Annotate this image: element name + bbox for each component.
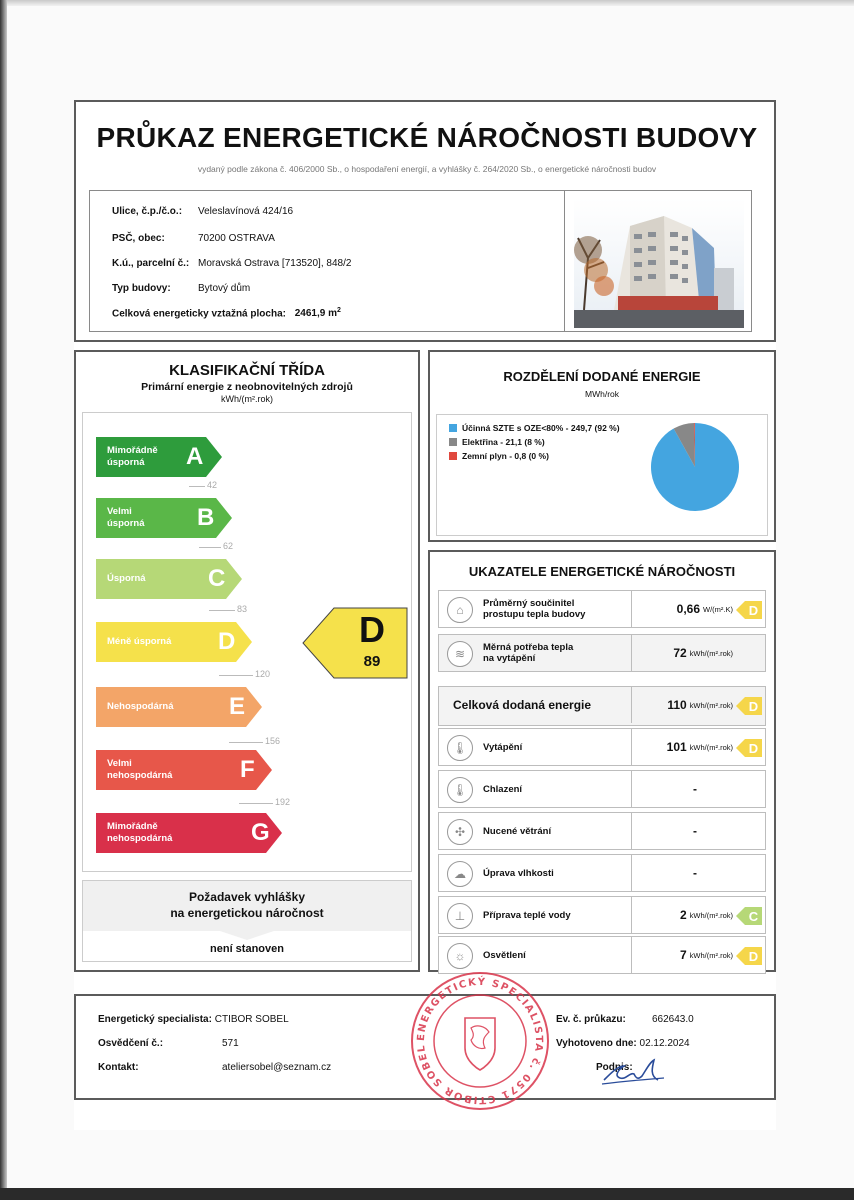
class-a-label-1: Mimořádně (107, 445, 158, 456)
indicator-number: 0,66 (676, 602, 700, 616)
indicator-name: Chlazení (483, 783, 523, 795)
specialist-stamp (405, 966, 555, 1116)
class-a-label-2: úsporná (107, 457, 145, 468)
limit-line-156 (229, 742, 263, 743)
building-photo (574, 198, 744, 328)
legend-label-szte: Účinná SZTE s OZE<80% - 249,7 (92 %) (462, 423, 620, 433)
indicator-value (635, 937, 733, 973)
class-d-letter: D (218, 628, 236, 655)
humidity-icon: ☁ (447, 861, 473, 887)
issued-value: 02.12.2024 (639, 1038, 690, 1049)
indicator-number: 110 (667, 698, 687, 712)
indicator-number: 72 (673, 646, 687, 660)
indicator-separator (631, 937, 632, 973)
hot-water-icon: ⊥ (447, 903, 473, 929)
indicator-value (635, 729, 733, 765)
indicator-unit: kWh/(m².rok) (689, 700, 733, 710)
limit-line-192 (239, 803, 273, 804)
indicator-value: - (693, 824, 697, 838)
class-b-label-1: Velmi (107, 506, 132, 517)
class-e-label-1: Nehospodárná (107, 701, 174, 712)
heating-icon: 🌡 (447, 735, 473, 761)
building-info-box (89, 190, 569, 332)
ku-row (112, 258, 352, 269)
indicator-value (635, 635, 733, 671)
indicator-class-letter: D (748, 698, 759, 714)
scan-top-edge (0, 0, 854, 6)
indicator-separator (631, 687, 632, 723)
indicator-name-2: prostupu tepla budovy (483, 609, 586, 620)
indicators-box (428, 550, 776, 972)
indicators-title: UKAZATELE ENERGETICKÉ NÁROČNOSTI (468, 564, 736, 579)
indicator-row (438, 634, 766, 672)
classification-scale (82, 412, 412, 872)
class-band-f (96, 750, 272, 790)
requirement-value: není stanoven (210, 943, 284, 955)
current-class-letter: D (359, 609, 385, 650)
heat-demand-icon: ≋ (447, 641, 473, 667)
street-row (112, 206, 294, 217)
house-icon: ⌂ (447, 597, 473, 623)
indicator-name: Vytápění (483, 741, 523, 753)
limit-line-42 (189, 486, 205, 487)
class-g-label-1: Mimořádně (107, 821, 158, 832)
legend-swatch-plyn (449, 452, 457, 460)
indicator-separator (631, 855, 632, 891)
scan-left-edge (0, 0, 7, 1200)
indicator-row (438, 770, 766, 808)
issued-label: Vyhotoveno dne: (556, 1038, 637, 1049)
class-g-label-2: nehospodárná (107, 833, 173, 844)
svg-text:ENERGETICKÝ SPECIALISTA č. 057: ENERGETICKÝ SPECIALISTA č. 0571 CTIBOR SOBEL (415, 976, 545, 1106)
class-d-label-1: Méně úsporná (107, 636, 172, 647)
specialist-contact-label: Kontakt: (98, 1062, 139, 1073)
specialist-cert-row (98, 1038, 239, 1049)
indicator-class-badge (736, 697, 762, 715)
limit-156: 156 (265, 736, 281, 746)
type-row (112, 283, 251, 294)
cooling-icon: 🌡 (447, 777, 473, 803)
indicator-unit: W/(m².K) (703, 604, 733, 614)
indicator-row (438, 590, 766, 628)
limit-line-83 (209, 610, 235, 611)
classification-subtitle: Primární energie z neobnovitelných zdrojů (141, 381, 353, 393)
indicator-name: Příprava teplé vody (483, 909, 571, 921)
limit-line-62 (199, 547, 221, 548)
indicator-class-letter: D (748, 602, 759, 618)
class-band-a (96, 437, 222, 477)
limit-192: 192 (275, 797, 291, 807)
indicator-row (438, 854, 766, 892)
distribution-title: ROZDĚLENÍ DODANÉ ENERGIE (503, 369, 701, 384)
ku-label: K.ú., parcelní č.: (112, 258, 190, 269)
class-g-letter: G (251, 819, 270, 846)
indicator-number: 7 (679, 948, 687, 962)
indicator-name: Osvětlení (483, 949, 526, 961)
document-title: PRŮKAZ ENERGETICKÉ NÁROČNOSTI BUDOVY (96, 122, 758, 153)
ev-number-row (556, 1014, 694, 1025)
indicator-separator (631, 729, 632, 765)
ku-value: Moravská Ostrava [713520], 848/2 (198, 258, 352, 269)
fan-icon: ✣ (447, 819, 473, 845)
limit-120: 120 (255, 669, 271, 679)
classification-title: KLASIFIKAČNÍ TŘÍDA (169, 362, 325, 379)
specialist-cert-value: 571 (222, 1038, 239, 1049)
class-band-e (96, 687, 262, 727)
ev-number-value: 662643.0 (652, 1014, 694, 1025)
psc-value: 70200 OSTRAVA (198, 233, 275, 244)
signature-label: Podpis: (596, 1062, 633, 1073)
class-band-d (96, 622, 252, 662)
legend-swatch-elektrina (449, 438, 457, 446)
indicator-class-badge (736, 739, 762, 757)
classification-unit: kWh/(m².rok) (221, 394, 273, 404)
specialist-contact-row (98, 1062, 332, 1073)
indicator-separator (631, 897, 632, 933)
indicator-row (438, 686, 766, 726)
indicator-separator (631, 771, 632, 807)
indicator-value (635, 687, 733, 723)
specialist-name-label: Energetický specialista: (98, 1014, 212, 1025)
indicator-class-badge (736, 907, 762, 925)
indicator-class-badge (736, 601, 762, 619)
current-class-indicator (302, 607, 408, 679)
class-b-letter: B (197, 504, 215, 531)
class-e-letter: E (229, 693, 246, 720)
indicator-name: Celková dodaná energie (453, 697, 592, 712)
class-c-label-1: Úsporná (107, 573, 146, 584)
lighting-icon: ☼ (447, 943, 473, 969)
indicator-name: Měrná potřeba tepla (483, 642, 574, 653)
specialist-cert-label: Osvědčení č.: (98, 1038, 164, 1049)
area-value: 2461,9 m (294, 308, 338, 320)
indicator-class-letter: C (748, 908, 759, 924)
requirement-title-2: na energetickou náročnost (170, 906, 324, 920)
class-f-letter: F (240, 756, 255, 783)
limit-62: 62 (223, 541, 234, 551)
specialist-name-row (98, 1014, 289, 1025)
legend-item-szte (449, 423, 620, 433)
issued-row (556, 1038, 690, 1049)
certificate-page (74, 100, 776, 1130)
requirement-box (82, 880, 412, 962)
document-subtitle: vydaný podle zákona č. 406/2000 Sb., o hospodaření energií, a vyhlášky č. 264/2020 Sb., o energetické náročnosti budov (197, 164, 657, 174)
distribution-box (428, 350, 776, 542)
indicator-unit: kWh/(m².rok) (689, 742, 733, 752)
indicator-number: 2 (679, 908, 687, 922)
indicator-row (438, 812, 766, 850)
area-row (112, 307, 341, 319)
specialist-name-value: CTIBOR SOBEL (214, 1014, 289, 1025)
indicator-unit: kWh/(m².rok) (689, 950, 733, 960)
distribution-unit: MWh/rok (585, 389, 619, 399)
class-band-g (96, 813, 282, 853)
class-c-letter: C (208, 565, 226, 592)
current-class-value: 89 (363, 653, 381, 670)
indicator-separator (631, 813, 632, 849)
indicator-name: Nucené větrání (483, 825, 552, 837)
indicator-row (438, 728, 766, 766)
indicator-row (438, 896, 766, 934)
class-a-letter: A (186, 443, 204, 470)
classification-box (74, 350, 420, 972)
limit-83: 83 (237, 604, 248, 614)
legend-item-plyn (449, 451, 549, 461)
requirement-title-1: Požadavek vyhlášky (188, 890, 306, 904)
legend-item-elektrina (449, 437, 545, 447)
indicator-number: 101 (666, 740, 687, 754)
street-label: Ulice, č.p./č.o.: (112, 206, 183, 217)
specialist-contact-value: ateliersobel@seznam.cz (222, 1062, 332, 1073)
type-value: Bytový dům (198, 283, 251, 294)
ev-number-label: Ev. č. průkazu: (556, 1014, 626, 1025)
class-f-label-2: nehospodárná (107, 770, 173, 781)
distribution-chart (436, 414, 768, 536)
legend-swatch-szte (449, 424, 457, 432)
scan-bottom-edge (0, 1188, 854, 1200)
indicator-separator (631, 635, 632, 671)
type-label: Typ budovy: (112, 283, 171, 294)
legend-label-elektrina: Elektřina - 21,1 (8 %) (462, 437, 545, 447)
class-f-label-1: Velmi (107, 758, 132, 769)
area-sup: 2 (337, 307, 341, 314)
indicator-value (635, 897, 733, 933)
indicator-name-2: na vytápění (483, 653, 536, 664)
indicator-class-letter: D (748, 948, 759, 964)
area-label: Celková energeticky vztažná plocha: (112, 308, 286, 320)
indicator-unit: kWh/(m².rok) (689, 910, 733, 920)
indicator-unit: kWh/(m².rok) (689, 648, 733, 658)
limit-line-120 (219, 675, 253, 676)
indicator-class-letter: D (748, 740, 759, 756)
indicator-name: Průměrný součinitel (483, 598, 575, 609)
class-band-c (96, 559, 242, 599)
signature (598, 1054, 668, 1090)
indicator-class-badge (736, 947, 762, 965)
requirement-arrow (217, 930, 277, 940)
psc-row (112, 233, 275, 244)
street-value: Veleslavínová 424/16 (198, 206, 294, 217)
indicator-separator (631, 591, 632, 627)
class-b-label-2: úsporná (107, 518, 145, 529)
class-band-b (96, 498, 232, 538)
energy-pie-chart (647, 419, 743, 515)
legend-label-plyn: Zemní plyn - 0,8 (0 %) (462, 451, 549, 461)
limit-42: 42 (207, 480, 218, 490)
psc-label: PSČ, obec: (112, 233, 165, 244)
indicator-value: - (693, 782, 697, 796)
indicator-value (635, 591, 733, 627)
header-box (74, 100, 776, 342)
indicator-value: - (693, 866, 697, 880)
indicator-name: Úprava vlhkosti (483, 867, 554, 879)
